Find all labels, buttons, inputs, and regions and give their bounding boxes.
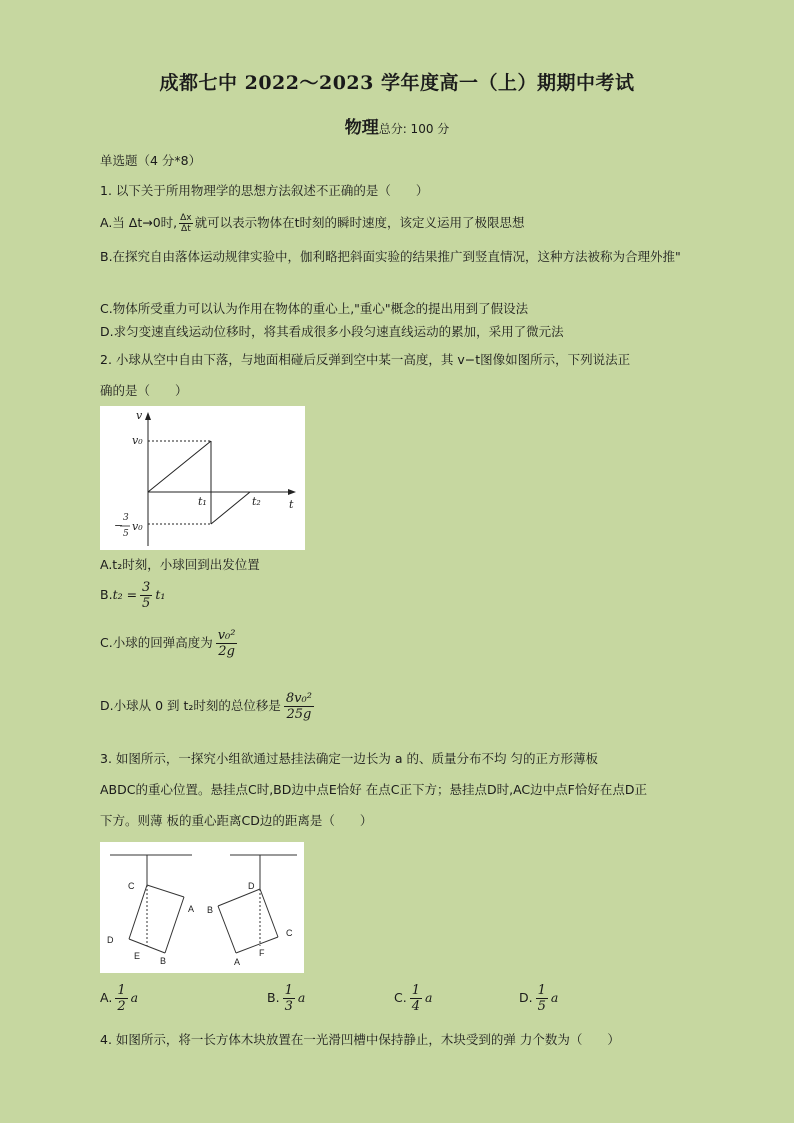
- v-axis-arrow: [145, 412, 151, 420]
- q2-vt-graph: [100, 406, 305, 550]
- q3-option-d: D. $\frac{1}{5}$ a: [519, 983, 559, 1014]
- q2-option-a: A.t₂时刻，小球回到出发位置: [100, 557, 260, 572]
- t-axis-arrow: [288, 489, 296, 495]
- v0-label: v₀: [132, 434, 143, 447]
- right-label-f: F: [259, 948, 265, 958]
- q3-option-a: A. $\frac{1}{2}$ a: [100, 983, 139, 1014]
- q1-option-a: A.当 Δt→0时, $\frac{\Delta x}{\Delta t}$ 就可以表示物体在t时刻的瞬时速度，该定义运用了极限思想: [100, 213, 525, 234]
- right-edge-ca: [236, 937, 278, 953]
- right-edge-dc: [260, 889, 278, 937]
- q2-b-fraction: $\frac{3}{5}$: [142, 580, 151, 611]
- q2-c-fraction: $\frac{\text{v₀²}}{2g}$: [217, 628, 236, 659]
- left-label-d: D: [107, 935, 114, 945]
- q1-option-c: C.物体所受重力可以认为作用在物体的重心上,"重心"概念的提出用到了假设法: [100, 301, 529, 316]
- q2-option-b: B.t₂ = $\frac{3}{5}$ t₁: [100, 580, 166, 611]
- right-edge-bd: [218, 889, 260, 906]
- section-heading: 单选题（4 分*8）: [100, 153, 202, 168]
- neg-fraction-num: 3: [123, 513, 129, 523]
- neg-sign-label: −: [114, 519, 124, 532]
- q3-option-b: B. $\frac{1}{3}$ a: [267, 983, 306, 1014]
- left-label-a: A: [188, 904, 195, 914]
- left-label-e: E: [134, 951, 141, 961]
- q3-stem-line1: 3. 如图所示，一探究小组欲通过悬挂法确定一边长为 a 的、质量分布不均 匀的正方形薄板: [100, 751, 598, 766]
- q3-option-c: C. $\frac{1}{4}$ a: [394, 983, 433, 1014]
- rising-segment: [211, 492, 250, 524]
- left-edge-ca: [147, 885, 184, 897]
- left-edge-ab: [165, 897, 184, 953]
- q1-option-b: B.在探究自由落体运动规律实验中，伽利略把斜面实验的结果推广到竖直情况，这种方法被称为合理外推": [100, 249, 681, 264]
- t-axis-label: t: [289, 498, 294, 511]
- left-label-b: B: [160, 956, 167, 966]
- q2-stem-line1: 2. 小球从空中自由下落，与地面相碰后反弹到空中某一高度，其 v−t图像如图所示，下列说法正: [100, 352, 631, 367]
- right-label-c: C: [286, 928, 293, 938]
- q2-stem-line2: 确的是（ ）: [100, 383, 188, 398]
- right-label-b: B: [207, 905, 214, 915]
- q2-d-fraction: $\frac{\text{8v₀²}}{25g}$: [285, 691, 312, 722]
- subject-label: 物理: [344, 118, 379, 138]
- exam-title: 成都七中 2022～2023 学年度高一（上）期期中考试: [159, 72, 635, 94]
- t1-label: t₁: [198, 495, 207, 508]
- falling-segment: [148, 441, 211, 492]
- q4-stem: 4. 如图所示，将一长方体木块放置在一光滑凹槽中保持静止，木块受到的弹 力个数为（ ）: [100, 1032, 620, 1047]
- exam-subtitle: [0, 113, 794, 138]
- t2-label: t₂: [252, 495, 261, 508]
- right-label-a: A: [234, 957, 241, 967]
- v-axis-label: v: [136, 409, 143, 422]
- q1-stem: 1. 以下关于所用物理学的思想方法叙述不正确的是（ ）: [100, 183, 429, 198]
- q3-stem-line2: ABDC的重心位置。悬挂点C时,BD边中点E恰好 在点C正下方；悬挂点D时,AC边中点F恰好在点D正: [100, 782, 647, 797]
- neg-v0-label: v₀: [132, 520, 143, 533]
- q1-a-fraction: $\frac{\Delta x}{\Delta t}$: [180, 213, 192, 234]
- right-label-d: D: [248, 881, 255, 891]
- q2-option-c: C.小球的回弹高度为 $\frac{\text{v₀²}}{2g}$: [100, 628, 236, 659]
- q2-option-d: D.小球从 0 到 t₂时刻的总位移是 $\frac{\text{8v₀²}}{25g}$: [100, 691, 312, 722]
- q1-option-d: D.求匀变速直线运动位移时，将其看成很多小段匀速直线运动的累加，采用了微元法: [100, 324, 564, 339]
- q3-stem-line3: 下方。则薄 板的重心距离CD边的距离是（ ）: [100, 813, 373, 828]
- neg-fraction-den: 5: [123, 529, 129, 539]
- total-score: 总分: 100 分: [378, 122, 450, 136]
- right-edge-ab: [218, 906, 236, 953]
- left-edge-dc: [129, 885, 147, 939]
- q3-suspension-figure: [100, 842, 304, 973]
- left-label-c: C: [128, 881, 135, 891]
